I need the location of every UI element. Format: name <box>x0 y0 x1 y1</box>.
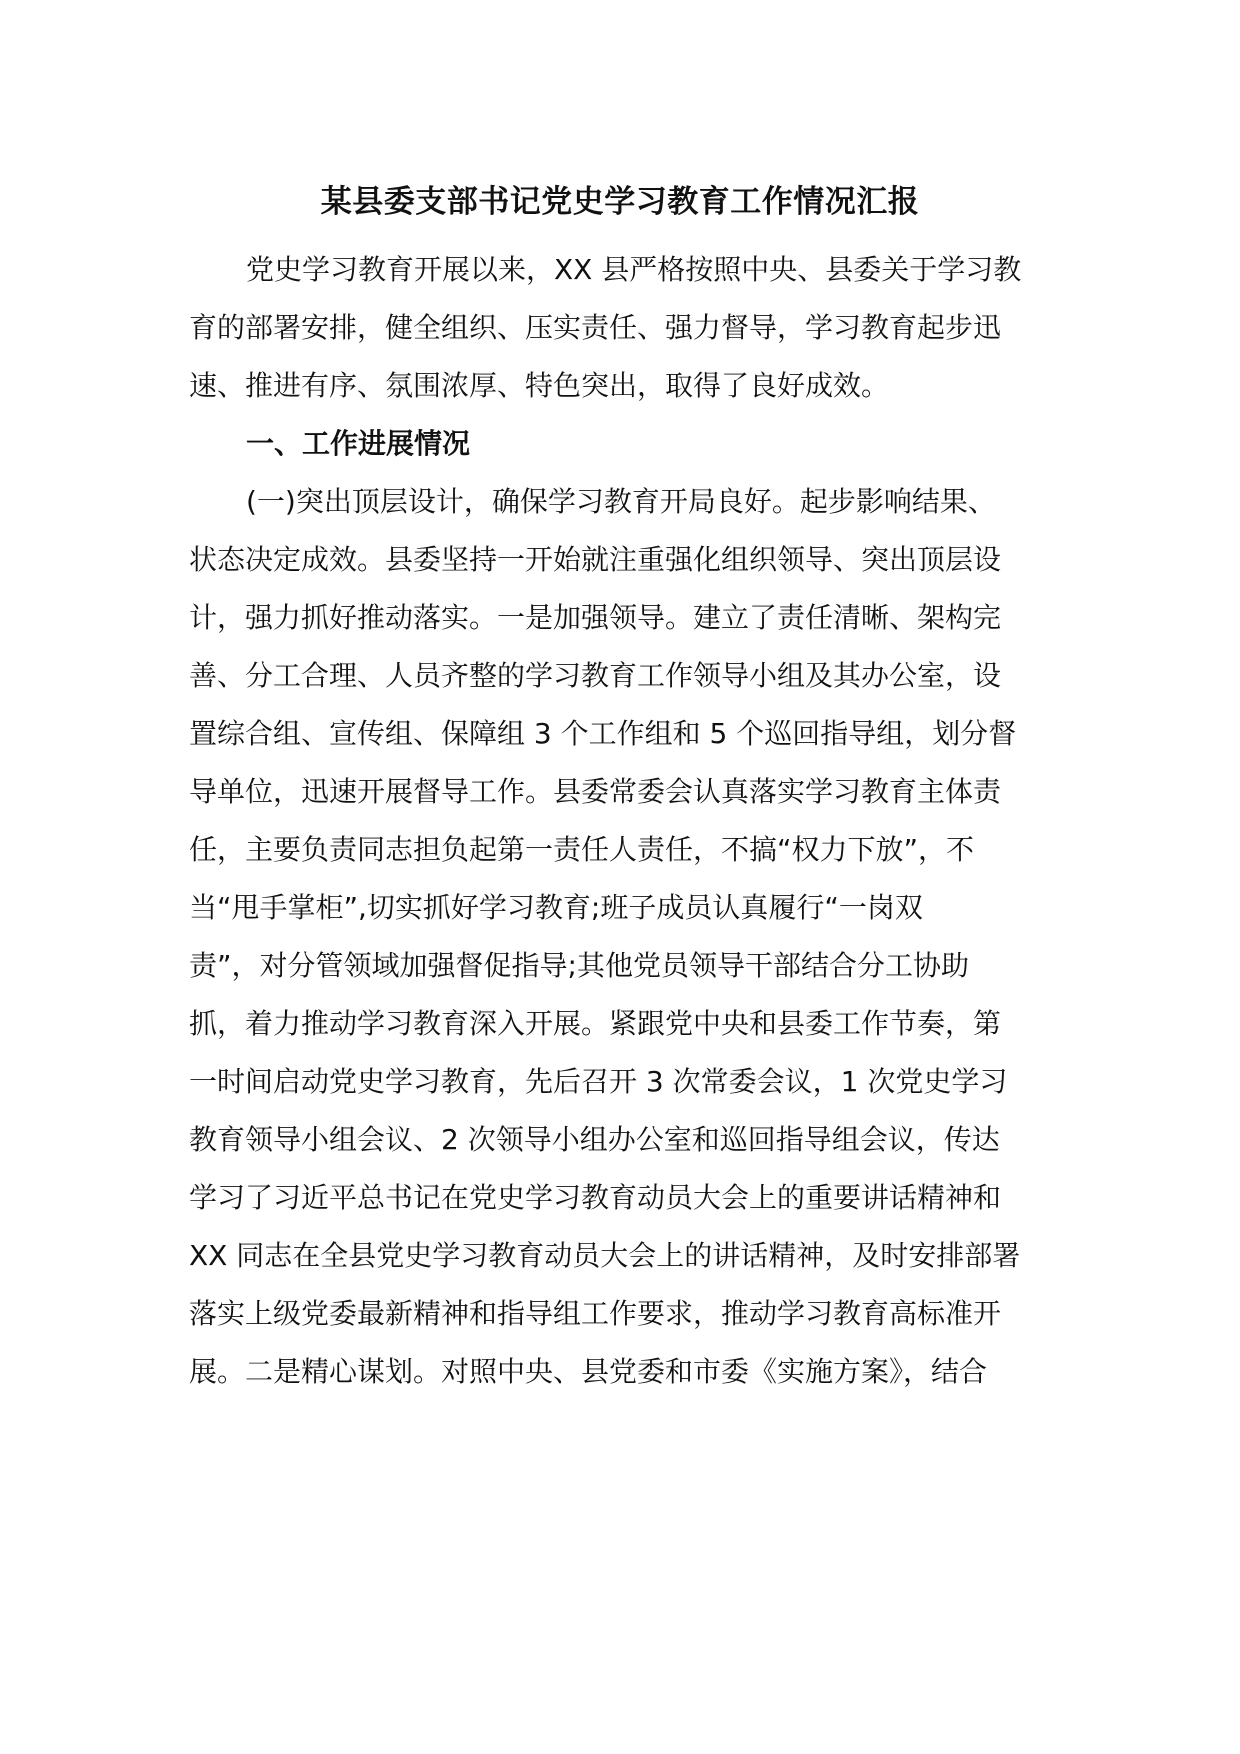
body-line: 导单位，迅速开展督导工作。县委常委会认真落实学习教育主体责 <box>189 775 1002 808</box>
body-line: 速、推进有序、氛围浓厚、特色突出，取得了良好成效。 <box>189 369 890 402</box>
body-line: 善、分工合理、人员齐整的学习教育工作领导小组及其办公室，设 <box>189 659 1002 692</box>
document-title: 某县委支部书记党史学习教育工作情况汇报 <box>320 184 920 220</box>
body-line: 落实上级党委最新精神和指导组工作要求，推动学习教育高标准开 <box>189 1297 1002 1330</box>
body-line: 展。二是精心谋划。对照中央、县党委和市委《实施方案》，结合 <box>189 1355 988 1388</box>
body-line: 教育领导小组会议、2 次领导小组办公室和巡回指导组会议，传达 <box>189 1123 1000 1156</box>
body-line: 学习了习近平总书记在党史学习教育动员大会上的重要讲话精神和 <box>189 1181 1002 1214</box>
body-line: 置综合组、宣传组、保障组 3 个工作组和 5 个巡回指导组，划分督 <box>189 717 1017 750</box>
section-heading: 一、工作进展情况 <box>246 427 471 460</box>
body-line: 抓，着力推动学习教育深入开展。紧跟党中央和县委工作节奏，第 <box>189 1007 1002 1040</box>
body-line: 责”，对分管领域加强督促指导;其他党员领导干部结合分工协助 <box>189 949 969 982</box>
body-line: 当“甩手掌柜”,切实抓好学习教育;班子成员认真履行“一岗双 <box>189 891 923 924</box>
body-line: 计，强力抓好推动落实。一是加强领导。建立了责任清晰、架构完 <box>189 601 1002 634</box>
body-line: 任，主要负责同志担负起第一责任人责任，不搞“权力下放”，不 <box>189 833 975 866</box>
body-line: (一)突出顶层设计，确保学习教育开局良好。起步影响结果、 <box>246 485 996 518</box>
body-line: 状态决定成效。县委坚持一开始就注重强化组织领导、突出顶层设 <box>189 543 1002 576</box>
body-line: 党史学习教育开展以来，XX 县严格按照中央、县委关于学习教 <box>246 253 1022 286</box>
body-line: 育的部署安排，健全组织、压实责任、强力督导，学习教育起步迅 <box>189 311 1002 344</box>
body-line: 一时间启动党史学习教育，先后召开 3 次常委会议，1 次党史学习 <box>189 1065 1008 1098</box>
body-line: XX 同志在全县党史学习教育动员大会上的讲话精神，及时安排部署 <box>189 1239 1021 1272</box>
